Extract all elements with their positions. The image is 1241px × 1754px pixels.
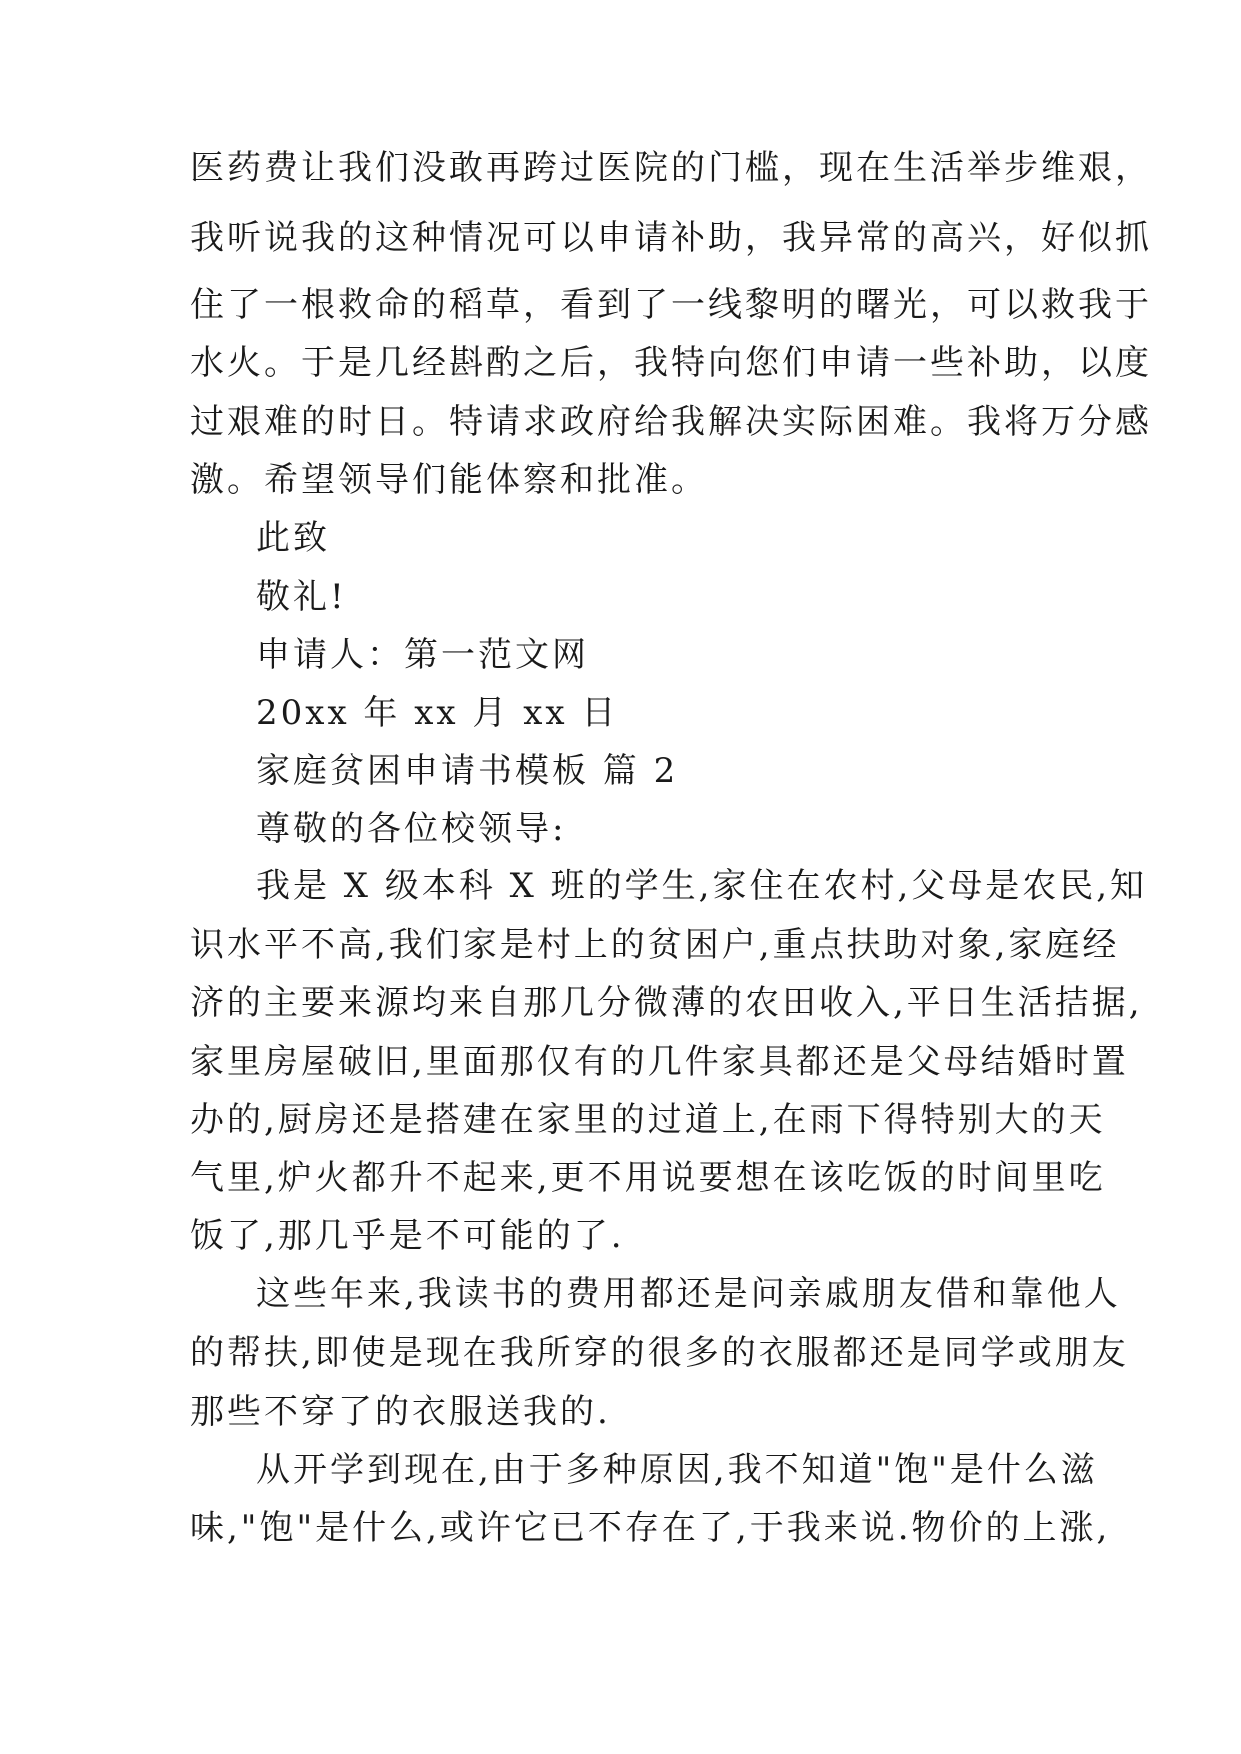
closing-ci-zhi: 此致 bbox=[256, 518, 330, 558]
body-text-line: 这些年来,我读书的费用都还是问亲戚朋友借和靠他人 bbox=[256, 1274, 1121, 1314]
application-date: 20xx 年 xx 月 xx 日 bbox=[256, 693, 619, 733]
body-text-line: 家里房屋破旧,里面那仅有的几件家具都还是父母结婚时置 bbox=[190, 1042, 1129, 1082]
applicant-signature: 申请人：第一范文网 bbox=[256, 635, 589, 675]
body-text-line: 的帮扶,即使是现在我所穿的很多的衣服都还是同学或朋友 bbox=[190, 1333, 1129, 1373]
body-text-line: 味,"饱"是什么,或许它已不存在了,于我来说.物价的上涨, bbox=[190, 1508, 1111, 1548]
section-title: 家庭贫困申请书模板 篇 2 bbox=[256, 751, 679, 791]
body-text-line: 激。希望领导们能体察和批准。 bbox=[190, 460, 708, 500]
salutation: 尊敬的各位校领导: bbox=[256, 809, 567, 849]
body-text-line: 从开学到现在,由于多种原因,我不知道"饱"是什么滋 bbox=[256, 1450, 1098, 1490]
body-text-line: 过艰难的时日。特请求政府给我解决实际困难。我将万分感 bbox=[190, 402, 1152, 442]
body-text-line: 办的,厨房还是搭建在家里的过道上,在雨下得特别大的天 bbox=[190, 1100, 1106, 1140]
body-text-line: 医药费让我们没敢再跨过医院的门槛，现在生活举步维艰， bbox=[190, 148, 1152, 188]
body-text-line: 识水平不高,我们家是村上的贫困户,重点扶助对象,家庭经 bbox=[190, 925, 1120, 965]
body-text-line: 我是 X 级本科 X 班的学生,家住在农村,父母是农民,知 bbox=[256, 866, 1148, 906]
body-text-line: 济的主要来源均来自那几分微薄的农田收入,平日生活拮据, bbox=[190, 983, 1143, 1023]
body-text-line: 气里,炉火都升不起来,更不用说要想在该吃饭的时间里吃 bbox=[190, 1158, 1106, 1198]
body-text-line: 住了一根救命的稻草，看到了一线黎明的曙光，可以救我于 bbox=[190, 285, 1152, 325]
body-text-line: 水火。于是几经斟酌之后，我特向您们申请一些补助，以度 bbox=[190, 343, 1152, 383]
body-text-line: 那些不穿了的衣服送我的. bbox=[190, 1392, 611, 1432]
body-text-line: 饭了,那几乎是不可能的了. bbox=[190, 1216, 625, 1256]
body-text-line: 我听说我的这种情况可以申请补助，我异常的高兴，好似抓 bbox=[190, 218, 1152, 258]
closing-jing-li: 敬礼! bbox=[256, 577, 347, 617]
